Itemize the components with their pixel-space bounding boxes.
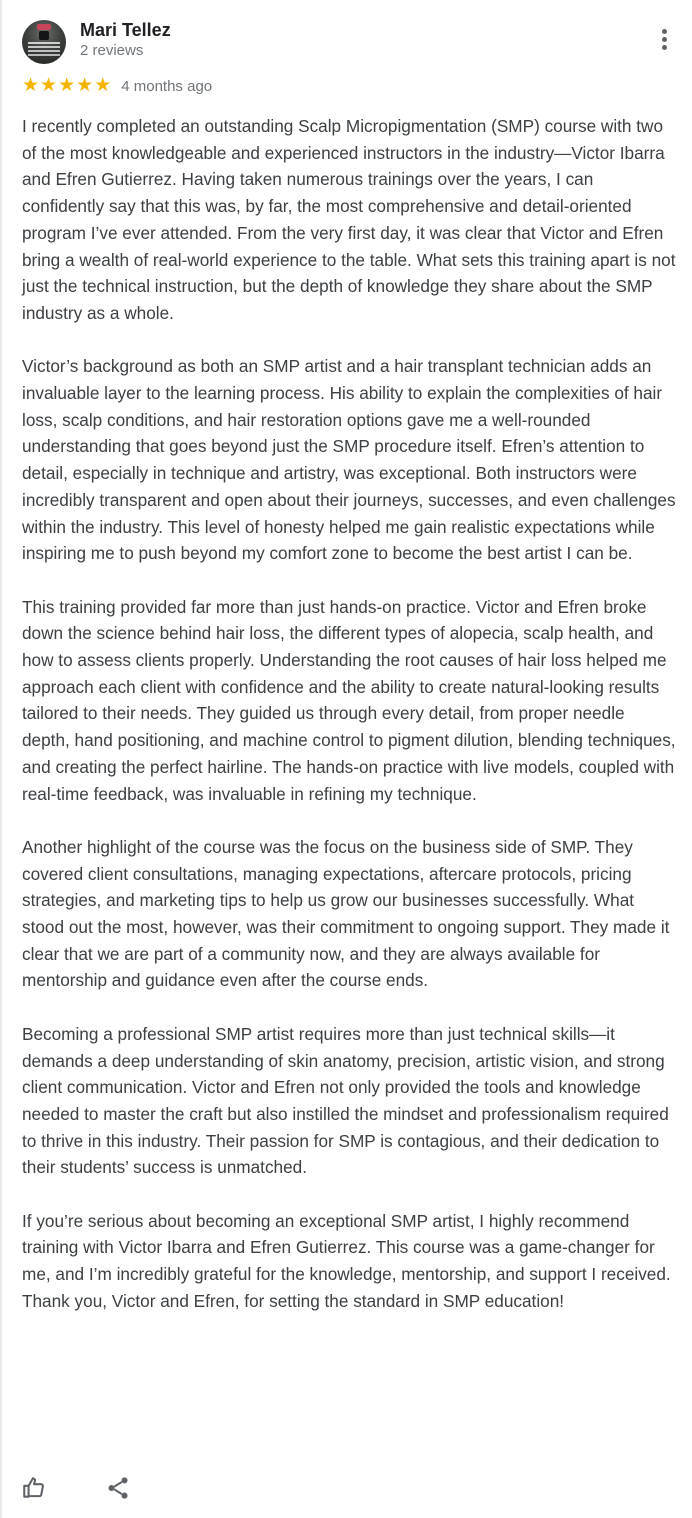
review-paragraph: Becoming a professional SMP artist requires more than just technical skills—it demands a deep understanding of skin anatomy, precision, artistic vision, and strong client communication. Victor and Efren not only provided the tools and knowledge needed to master the craft but also instilled the mindset and professionalism required to thrive in this industry. Their passion for SMP is contagious, and their dedication to their students’ success is unmatched. [22, 1023, 669, 1178]
more-options-button[interactable] [652, 26, 676, 56]
more-vert-icon [662, 29, 667, 34]
review-date: 4 months ago [121, 77, 213, 95]
review-actions [22, 1472, 134, 1504]
share-button[interactable] [102, 1472, 134, 1504]
review-paragraph: Victor’s background as both an SMP artist and a hair transplant technician adds an invaluable layer to the learning process. His ability to explain the complexities of hair loss, scalp conditions, and hair restoration options gave me a well-rounded understanding that goes beyond just the SMP procedure itself. Efren’s attention to detail, especially in technique and artistry, was exceptional. Both instructors were incredibly transparent and open about their journeys, successes, and even challenges within the industry. This level of honesty helped me gain realistic expectations while inspiring me to push beyond my comfort zone to become the best artist I can be. [22, 356, 676, 564]
rating-row [22, 76, 212, 96]
left-border [0, 0, 2, 1518]
avatar[interactable] [22, 20, 66, 64]
star-icon: ★ [76, 75, 94, 96]
review-paragraph: This training provided far more than just hands-on practice. Victor and Efren broke down the science behind hair loss, the different types of alopecia, scalp health, and how to assess clients properly. Understanding the root causes of hair loss helped me approach each client with confidence and the ability to create natural-looking results tailored to their needs. They guided us through every detail, from proper needle depth, hand positioning, and machine control to pigment dilution, blending techniques, and creating the perfect hairline. The hands-on practice with live models, coupled with real-time feedback, was invaluable in refining my technique. [22, 596, 676, 804]
review-paragraph: If you’re serious about becoming an exceptional SMP artist, I highly recommend training with Victor Ibarra and Efren Gutierrez. This course was a game-changer for me, and I’m incredibly grateful for the knowledge, mentorship, and support I received. Thank you, Victor and Efren, for setting the standard in SMP education! [22, 1210, 671, 1311]
star-icon: ★ [58, 75, 76, 96]
review-paragraph: Another highlight of the course was the focus on the business side of SMP. They covered client consultations, managing expectations, aftercare protocols, pricing strategies, and marketing tips to help us grow our businesses successfully. What stood out the most, however, was their commitment to ongoing support. They made it clear that we are part of a community now, and they are always available for mentorship and guidance even after the course ends. [22, 836, 670, 991]
review-header [22, 20, 682, 64]
star-rating [22, 76, 111, 96]
review-paragraph: I recently completed an outstanding Scalp Micropigmentation (SMP) course with two of the most knowledgeable and experienced instructors in the industry—Victor Ibarra and Efren Gutierrez. Having taken numerous trainings over the years, I can confidently say that this was, by far, the most comprehensive and detail-oriented program I’ve ever attended. From the very first day, it was clear that Victor and Efren bring a wealth of real-world experience to the table. What sets this training apart is not just the technical instruction, but the depth of knowledge they share about the SMP industry as a whole. [22, 116, 676, 323]
author-name[interactable]: Mari Tellez [80, 20, 171, 40]
star-icon: ★ [40, 75, 58, 96]
like-button[interactable] [18, 1472, 50, 1504]
thumbs-up-icon [21, 1475, 47, 1501]
star-icon: ★ [94, 75, 112, 96]
author-review-count[interactable]: 2 reviews [80, 42, 144, 59]
share-icon [105, 1475, 131, 1501]
star-icon: ★ [22, 75, 40, 96]
review-text [22, 113, 676, 1341]
